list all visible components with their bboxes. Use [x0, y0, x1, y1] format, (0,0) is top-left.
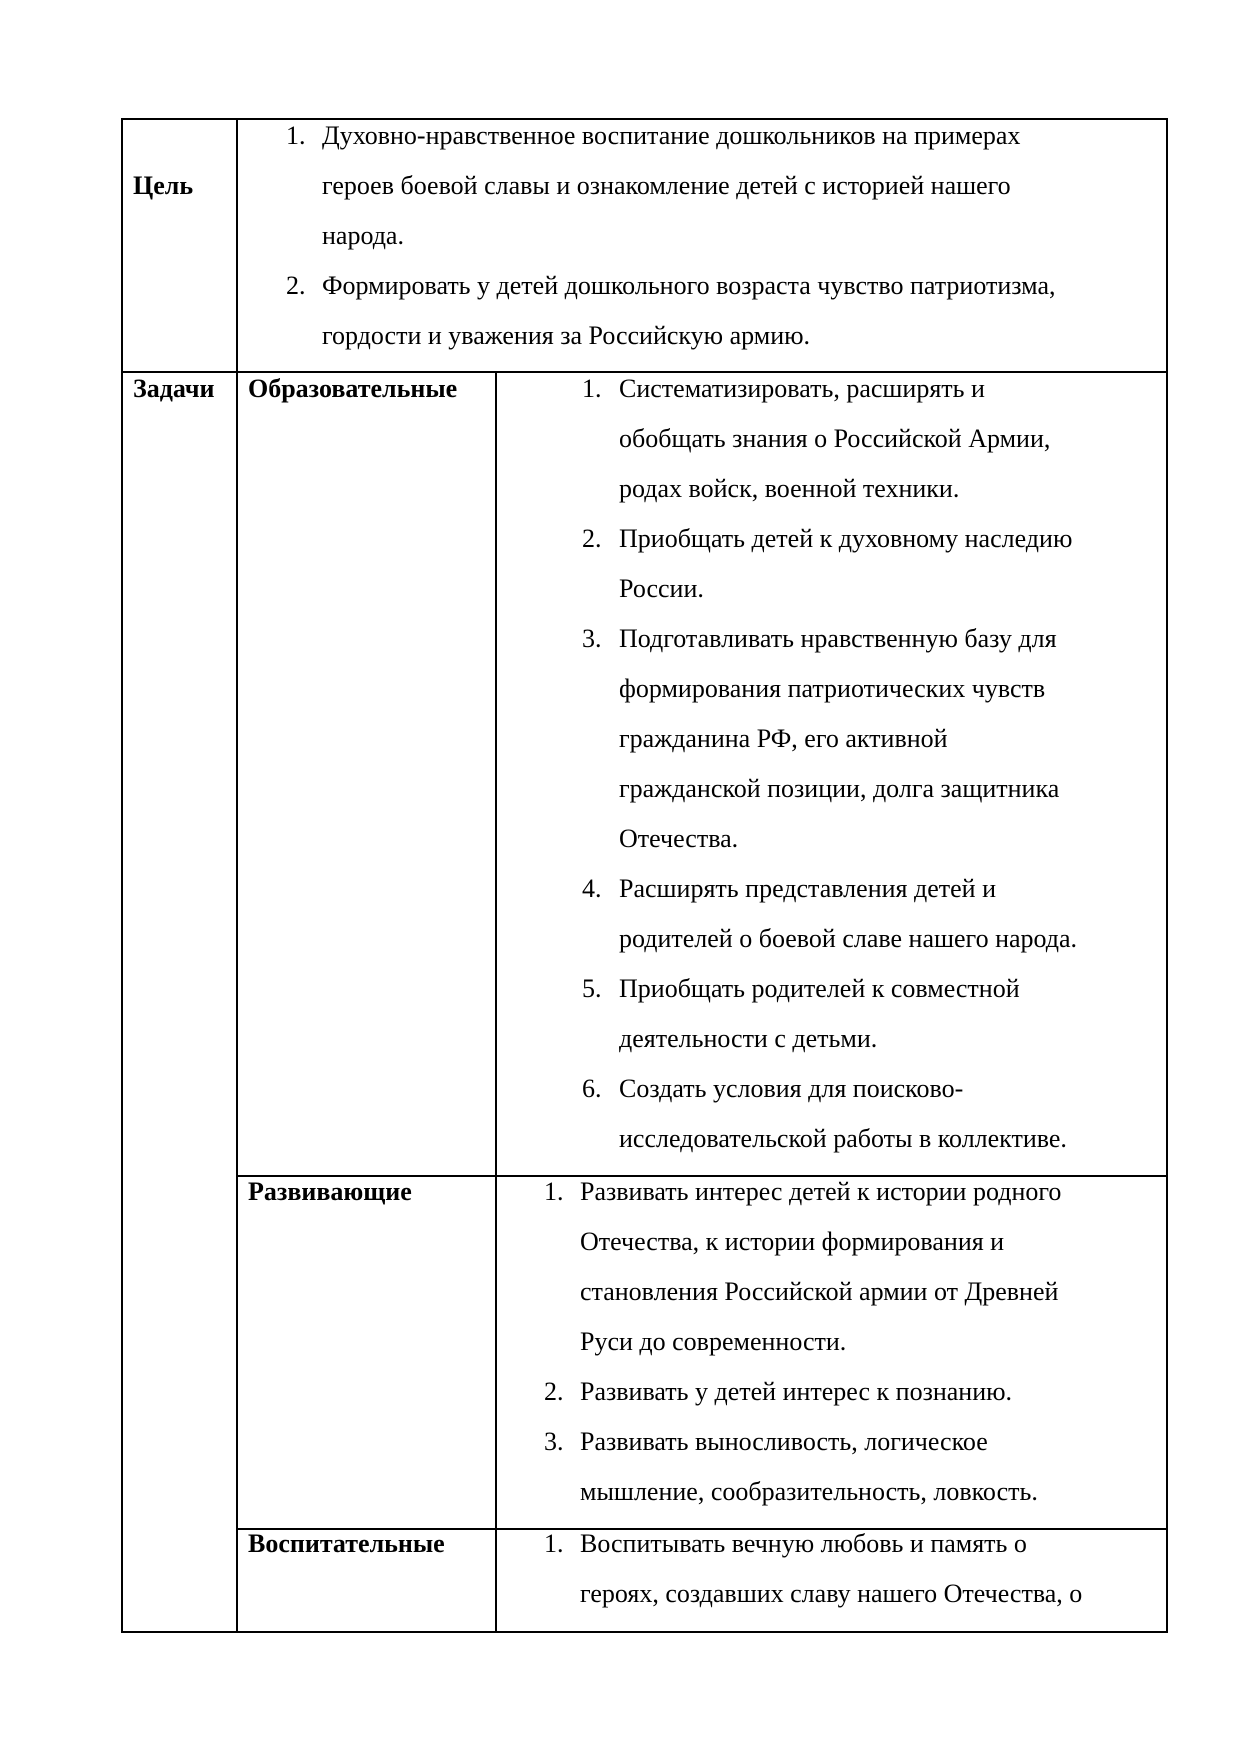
list-number: 5.	[582, 974, 602, 1003]
list-item-text: гражданской позиции, долга защитника	[619, 774, 1060, 803]
task-group-label: Воспитательные	[248, 1529, 445, 1558]
column-divider-1	[236, 118, 238, 1633]
list-item-text: Отечества.	[619, 824, 739, 853]
list-item-text: Создать условия для поисково-	[619, 1074, 964, 1103]
task-group-label: Образовательные	[248, 374, 458, 403]
list-item-text: становления Российской армии от Древней	[580, 1277, 1059, 1306]
list-number: 6.	[582, 1074, 602, 1103]
list-number: 1.	[286, 121, 306, 150]
list-item-text: России.	[619, 574, 704, 603]
list-item-text: Руси до современности.	[580, 1327, 847, 1356]
list-number: 1.	[544, 1529, 564, 1558]
list-item-text: народа.	[322, 221, 404, 250]
list-item-text: Систематизировать, расширять и	[619, 374, 985, 403]
list-item-text: Подготавливать нравственную базу для	[619, 624, 1057, 653]
list-item-text: исследовательской работы в коллективе.	[619, 1124, 1067, 1153]
list-number: 4.	[582, 874, 602, 903]
list-item-text: Расширять представления детей и	[619, 874, 996, 903]
column-divider-2	[495, 371, 497, 1633]
list-item-text: родах войск, военной техники.	[619, 474, 960, 503]
list-number: 2.	[544, 1377, 564, 1406]
list-item-text: мышление, сообразительность, ловкость.	[580, 1477, 1038, 1506]
list-number: 3.	[544, 1427, 564, 1456]
table-border-left	[121, 118, 123, 1633]
list-item-text: героев боевой славы и ознакомление детей с историей нашего	[322, 171, 1011, 200]
goal-label: Цель	[133, 171, 194, 200]
list-item-text: героях, создавших славу нашего Отечества, о	[580, 1579, 1083, 1608]
table-border-right	[1166, 118, 1168, 1633]
list-item-text: Развивать интерес детей к истории родного	[580, 1177, 1062, 1206]
list-item-text: обобщать знания о Российской Армии,	[619, 424, 1051, 453]
list-item-text: Приобщать родителей к совместной	[619, 974, 1020, 1003]
list-item-text: Формировать у детей дошкольного возраста чувство патриотизма,	[322, 271, 1056, 300]
task-group-label: Развивающие	[248, 1177, 412, 1206]
list-item-text: родителей о боевой славе нашего народа.	[619, 924, 1078, 953]
list-number: 3.	[582, 624, 602, 653]
list-item-text: гражданина РФ, его активной	[619, 724, 948, 753]
list-number: 2.	[582, 524, 602, 553]
list-number: 1.	[544, 1177, 564, 1206]
tasks-label: Задачи	[133, 374, 215, 403]
list-item-text: формирования патриотических чувств	[619, 674, 1046, 703]
list-item-text: деятельности с детьми.	[619, 1024, 878, 1053]
list-item-text: Отечества, к истории формирования и	[580, 1227, 1005, 1256]
list-item-text: Развивать у детей интерес к познанию.	[580, 1377, 1013, 1406]
list-number: 1.	[582, 374, 602, 403]
list-item-text: Приобщать детей к духовному наследию	[619, 524, 1073, 553]
list-item-text: гордости и уважения за Российскую армию.	[322, 321, 811, 350]
list-item-text: Духовно-нравственное воспитание дошкольников на примерах	[322, 121, 1021, 150]
table-border-bottom	[121, 1631, 1168, 1633]
list-item-text: Воспитывать вечную любовь и память о	[580, 1529, 1027, 1558]
list-item-text: Развивать выносливость, логическое	[580, 1427, 988, 1456]
list-number: 2.	[286, 271, 306, 300]
